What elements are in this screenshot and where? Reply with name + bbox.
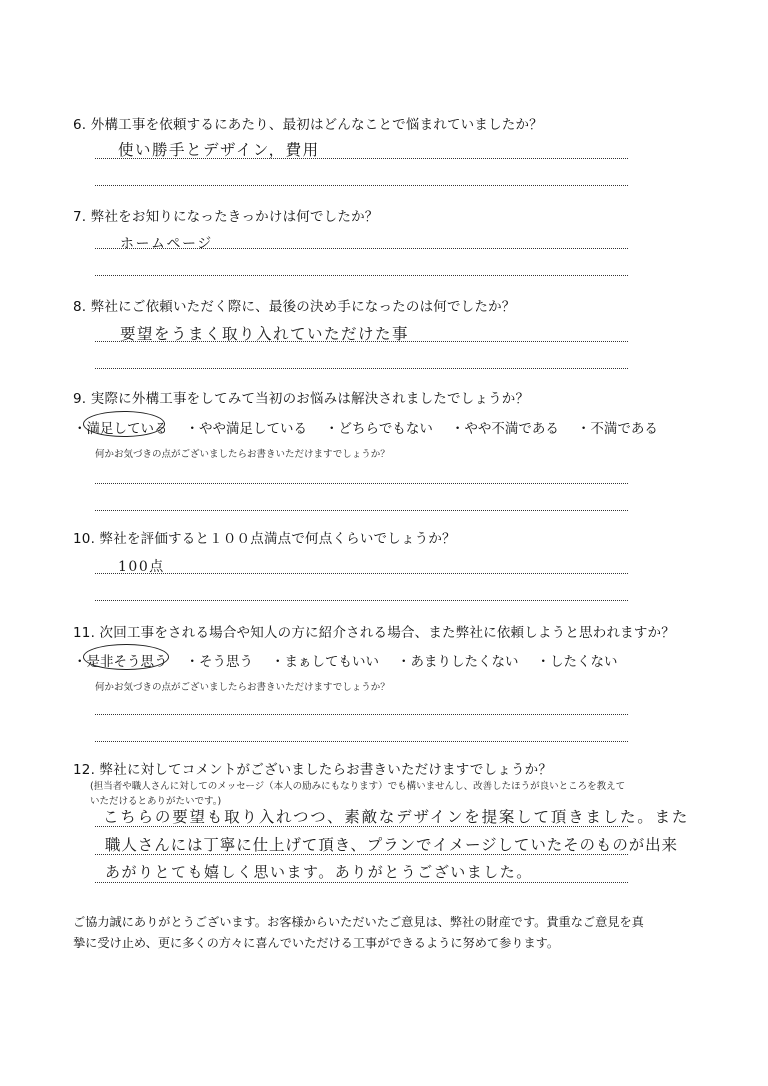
note-9: 何かお気づきの点がございましたらお書きいただけますでしょうか？ bbox=[95, 449, 390, 460]
option-somewhat-satisfied[interactable]: ・やや満足している bbox=[185, 421, 307, 437]
option-strongly-agree[interactable]: ・是非そう思う bbox=[73, 654, 168, 670]
answer-line bbox=[95, 185, 628, 186]
question-8: 8. 弊社にご依頼いただく際に、最後の決め手になったのは何でしたか？ bbox=[73, 299, 516, 315]
question-11: 11. 次回工事をされる場合や知人の方に紹介される場合、また弊社に依頼しようと思われますか？ bbox=[73, 625, 675, 641]
answer-7: ホームページ bbox=[120, 236, 213, 252]
question-12: 12. 弊社に対してコメントがございましたらお書きいただけますでしょうか？ bbox=[73, 762, 553, 778]
footer-line-2: 摯に受け止め、更に多くの方々に喜んでいただける工事ができるように努めて参ります。 bbox=[73, 936, 560, 950]
answer-line bbox=[95, 248, 628, 249]
answer-line bbox=[95, 158, 628, 159]
answer-line bbox=[95, 483, 628, 484]
answer-12-line3: あがりとても嬉しく思います。ありがとうございました。 bbox=[105, 863, 533, 881]
option-not-really[interactable]: ・あまりしたくない bbox=[397, 654, 519, 670]
sub-note-12-line1: (担当者や職人さんに対してのメッセージ（本人の励みにもなります）でも構いませんし、改善したほうが良いところを教えて bbox=[90, 781, 626, 792]
option-satisfied[interactable]: ・満足している bbox=[73, 421, 168, 437]
question-6: 6. 外構工事を依頼するにあたり、最初はどんなことで悩まれていましたか？ bbox=[73, 117, 543, 133]
answer-6: 使い勝手とデザイン，費用 bbox=[118, 141, 320, 159]
answer-line bbox=[95, 510, 628, 511]
option-dissatisfied[interactable]: ・不満である bbox=[576, 421, 658, 437]
answer-line bbox=[95, 882, 628, 883]
question-7: 7. 弊社をお知りになったきっかけは何でしたか？ bbox=[73, 209, 379, 225]
option-agree[interactable]: ・そう思う bbox=[185, 654, 253, 670]
question-9: 9. 実際に外構工事をしてみて当初のお悩みは解決されましたでしょうか？ bbox=[73, 391, 530, 407]
answer-line bbox=[95, 826, 628, 827]
answer-line bbox=[95, 368, 628, 369]
answer-8: 要望をうまく取り入れていただけた事 bbox=[120, 325, 410, 343]
note-11: 何かお気づきの点がございましたらお書きいただけますでしょうか？ bbox=[95, 682, 390, 693]
answer-line bbox=[95, 714, 628, 715]
answer-12-line2: 職人さんには丁寧に仕上げて頂き、プランでイメージしていたそのものが出来 bbox=[105, 836, 678, 854]
answer-line bbox=[95, 573, 628, 574]
selection-circle bbox=[83, 644, 169, 670]
question-10: 10. 弊社を評価すると１００点満点で何点くらいでしょうか？ bbox=[73, 531, 456, 547]
footer-thanks bbox=[73, 912, 644, 954]
answer-line bbox=[95, 741, 628, 742]
option-somewhat-dissatisfied[interactable]: ・やや不満である bbox=[450, 421, 559, 437]
sub-note-12-line2: いただけるとありがたいです。) bbox=[90, 796, 222, 807]
selection-circle bbox=[83, 411, 165, 437]
option-neutral[interactable]: ・どちらでもない bbox=[325, 421, 433, 437]
answer-line bbox=[95, 275, 628, 276]
option-maybe[interactable]: ・まぁしてもいい bbox=[271, 654, 379, 670]
answer-line bbox=[95, 600, 628, 601]
answer-line bbox=[95, 854, 628, 855]
answer-line bbox=[95, 341, 628, 342]
answer-10: 100点 bbox=[118, 559, 165, 575]
option-no[interactable]: ・したくない bbox=[536, 654, 618, 670]
answer-12-line1: こちらの要望も取り入れつつ、素敵なデザインを提案して頂きました。また bbox=[103, 808, 690, 826]
footer-line-1: ご協力誠にありがとうございます。お客様からいただいたご意見は、弊社の財産です。貴重なご意見を真 bbox=[73, 915, 644, 929]
